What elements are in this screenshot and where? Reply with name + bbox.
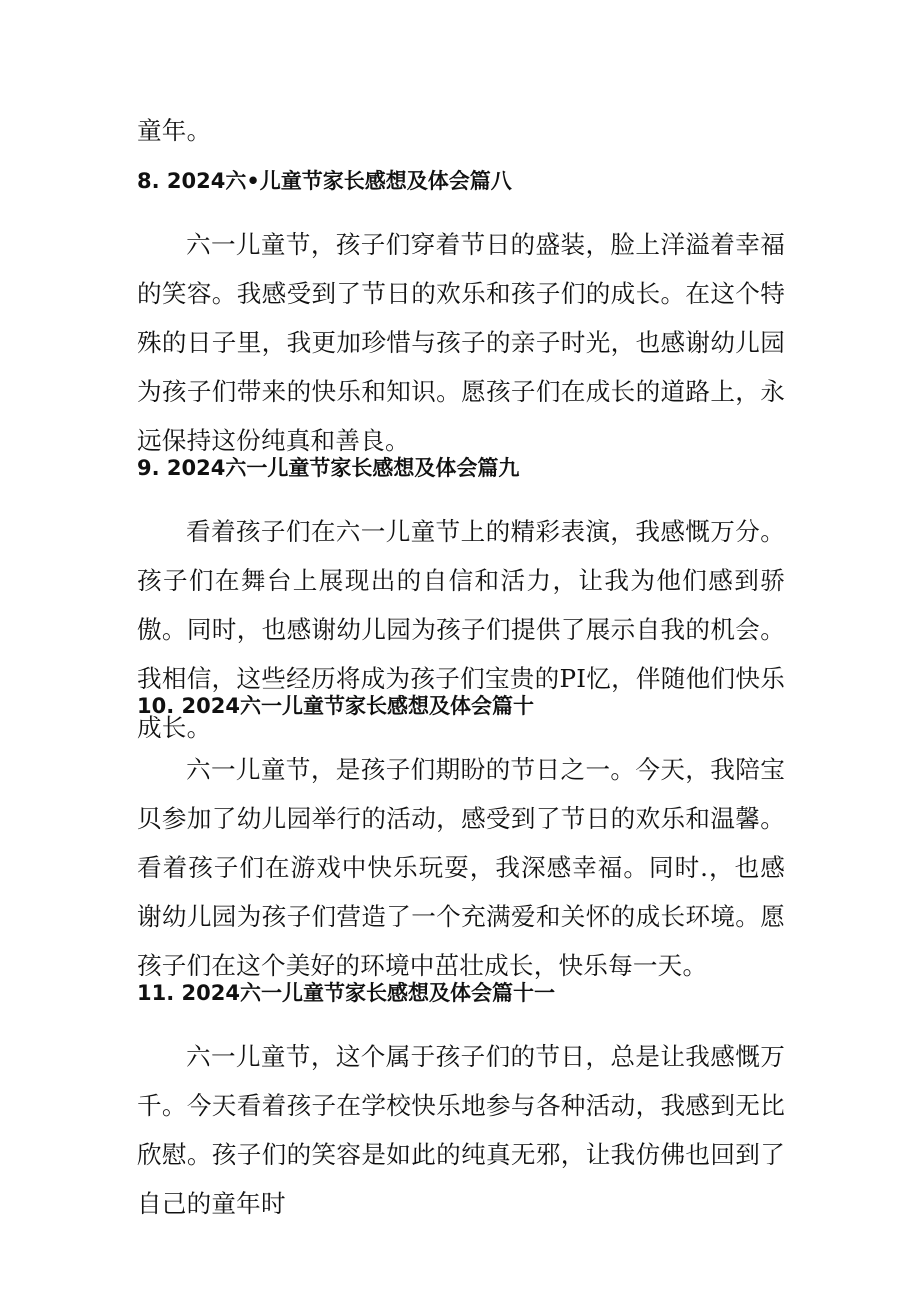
section-paragraph-8: 六一儿童节，孩子们穿着节日的盛装，脸上洋溢着幸福的笑容。我感受到了节日的欢乐和孩子们的成长。在这个特殊的日子里，我更加珍惜与孩子的亲子时光，也感谢幼儿园为孩子们带来的快乐和知识。愿孩子们在成长的道路上，永远保持这份纯真和善良。 [137,230,785,455]
section-heading-11: 11. 2024六一儿童节家长感想及体会篇十一 [137,981,555,1005]
section-heading-9: 9. 2024六一儿童节家长感想及体会篇九 [137,456,520,480]
continued-text: 童年。 [137,116,212,145]
section-heading-10: 10. 2024六一儿童节家长感想及体会篇十 [137,694,534,718]
section-paragraph-11: 六一儿童节，这个属于孩子们的节日，总是让我感慨万千。今天看着孩子在学校快乐地参与各种活动，我感到无比欣慰。孩子们的笑容是如此的纯真无邪，让我仿佛也回到了自己的童年时 [137,1042,785,1218]
section-heading-8: 8. 2024六•儿童节家长感想及体会篇八 [137,169,512,193]
section-paragraph-9: 看着孩子们在六一儿童节上的精彩表演，我感慨万分。孩子们在舞台上展现出的自信和活力，让我为他们感到骄傲。同时，也感谢幼儿园为孩子们提供了展示自我的机会。我相信，这些经历将成为孩子们宝贵的PI忆，伴随他们快乐成长。 [137,517,785,742]
section-paragraph-10: 六一儿童节，是孩子们期盼的节日之一。今天，我陪宝贝参加了幼儿园举行的活动，感受到了节日的欢乐和温馨。看着孩子们在游戏中快乐玩耍，我深感幸福。同时.，也感谢幼儿园为孩子们营造了一个充满爱和关怀的成长环境。愿孩子们在这个美好的环境中茁壮成长，快乐每一天。 [137,755,785,980]
